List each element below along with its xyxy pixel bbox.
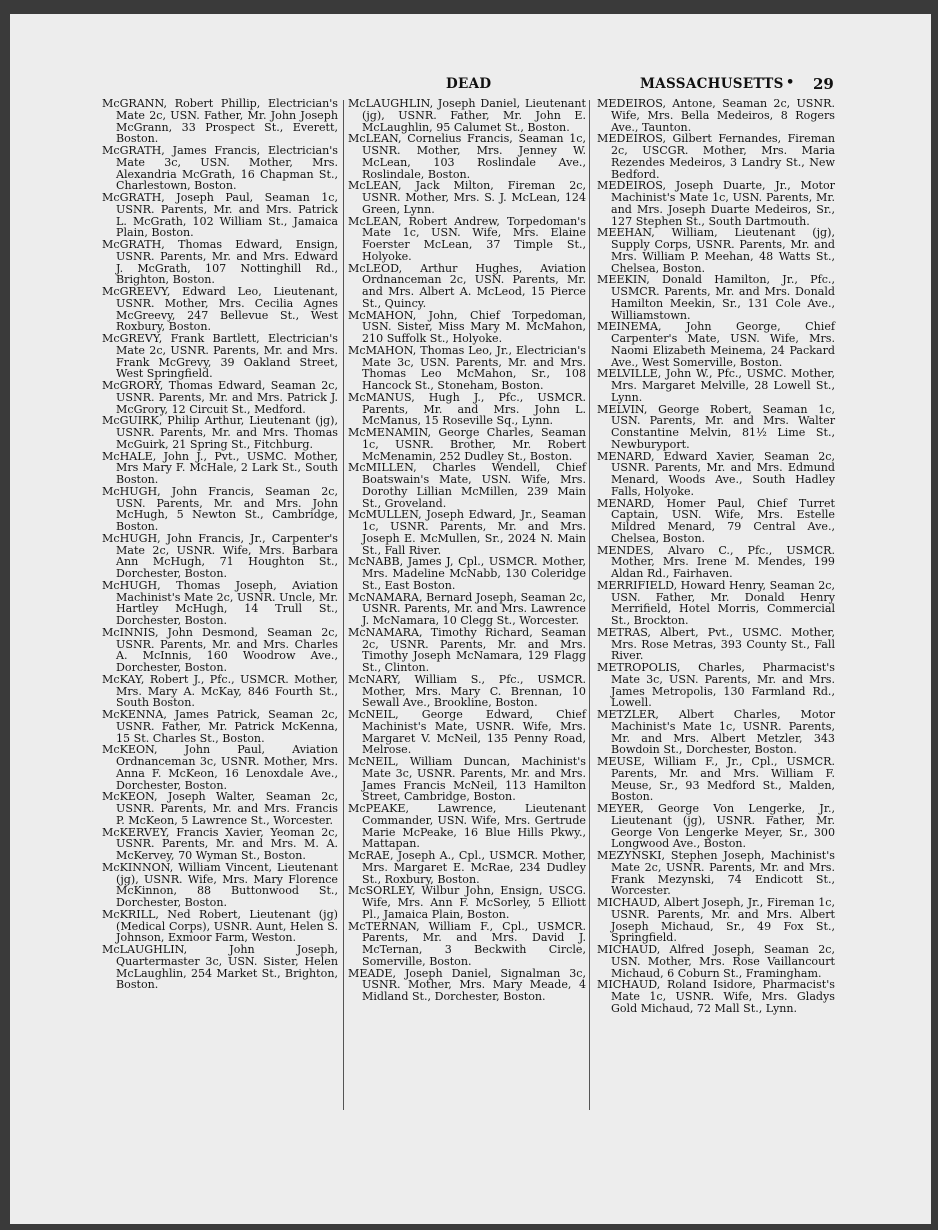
casualty-entry: McGREEVY, Edward Leo, Lieutenant, USNR. Mother, Mrs. Cecilia Agnes McGreevy, 247 Bellevue St., West Roxbury, Boston. xyxy=(102,285,338,334)
casualty-entry: McMANUS, Hugh J., Pfc., USMCR. Parents, Mr. and Mrs. John L. McManus, 15 Roseville Sq., Lynn. xyxy=(348,390,586,428)
casualty-entry: MEADE, Joseph Daniel, Signalman 3c, USNR. Mother, Mrs. Mary Meade, 4 Midland St., Dorchester, Boston. xyxy=(348,966,586,1003)
casualty-entry: McMAHON, Thomas Leo, Jr., Electrician's Mate 3c, USN. Parents, Mr. and Mrs. Thomas Leo McMahon, Sr., 108 Hancock St., Stoneham, Boston. xyxy=(348,343,586,392)
casualty-entry: McKRILL, Ned Robert, Lieutenant (jg) (Medical Corps), USNR. Aunt, Helen S. Johnson, Exmoor Farm, Weston. xyxy=(102,907,338,945)
column-divider xyxy=(589,100,590,1110)
casualty-entry: McINNIS, John Desmond, Seaman 2c, USNR. Parents, Mr. and Mrs. Charles A. McInnis, 160 Woodrow Ave., Dorchester, Boston. xyxy=(102,625,338,674)
casualty-entry: McKEON, John Paul, Aviation Ordnanceman 3c, USNR. Mother, Mrs. Anna F. McKeon, 16 Lenoxdale Ave., Dorchester, Boston. xyxy=(102,743,338,792)
casualty-entry: MEZYNSKI, Stephen Joseph, Machinist's Mate 2c, USNR. Parents, Mr. and Mrs. Frank Mezynski, 74 Endicott St., Worcester. xyxy=(597,849,835,898)
casualty-entry: MEUSE, William F., Jr., Cpl., USMCR. Parents, Mr. and Mrs. William F. Meuse, Sr., 93 Medford St., Malden, Boston. xyxy=(597,755,835,804)
casualty-entry: McKENNA, James Patrick, Seaman 2c, USNR. Father, Mr. Patrick McKenna, 15 St. Charles St., Boston. xyxy=(102,708,338,745)
casualty-entry: McNAMARA, Bernard Joseph, Seaman 2c, USNR. Parents, Mr. and Mrs. Lawrence J. McNamara, 10 Clegg St., Worcester. xyxy=(348,590,586,627)
casualty-entry: McMAHON, John, Chief Torpedoman, USN. Sister, Miss Mary M. McMahon, 210 Suffolk St., Holyoke. xyxy=(348,308,586,345)
casualty-entry: McNARY, William S., Pfc., USMCR. Mother, Mrs. Mary C. Brennan, 10 Sewall Ave., Brookline, Boston. xyxy=(348,672,586,710)
casualty-entry: MENARD, Homer Paul, Chief Turret Captain, USN. Wife, Mrs. Estelle Mildred Menard, 79 Central Ave., Chelsea, Boston. xyxy=(597,496,835,545)
casualty-entry: MEINEMA, John George, Chief Carpenter's Mate, USN. Wife, Mrs. Naomi Elizabeth Meinema, 24 Packard Ave., West Somerville, Boston. xyxy=(597,320,835,369)
casualty-entry: McLEAN, Jack Milton, Fireman 2c, USNR. Mother, Mrs. S. J. McLean, 124 Green, Lynn. xyxy=(348,179,586,216)
casualty-entry: McNAMARA, Timothy Richard, Seaman 2c, USNR. Parents, Mr. and Mrs. Timothy Joseph McNamara, 129 Flagg St., Clinton. xyxy=(348,625,586,674)
casualty-entry: McGREVY, Frank Bartlett, Electrician's Mate 2c, USNR. Parents, Mr. and Mrs. Frank McGrevy, 39 Oakland Street, West Springfield. xyxy=(102,332,338,381)
casualty-entry: MEDEIROS, Gilbert Fernandes, Fireman 2c, USCGR. Mother, Mrs. Maria Rezendes Medeiros, 3 Landry St., New Bedford. xyxy=(597,132,835,181)
casualty-entry: METRAS, Albert, Pvt., USMC. Mother, Mrs. Rose Metras, 393 County St., Fall River. xyxy=(597,625,835,663)
casualty-entry: McLEOD, Arthur Hughes, Aviation Ordnanceman 2c, USN. Parents, Mr. and Mrs. Albert A. McLeod, 15 Pierce St., Quincy. xyxy=(348,261,586,310)
casualty-entry: McHALE, John J., Pvt., USMC. Mother, Mrs Mary F. McHale, 2 Lark St., South Boston. xyxy=(102,449,338,486)
column-2 xyxy=(348,98,586,1003)
casualty-entry: METZLER, Albert Charles, Motor Machinist's Mate 1c, USNR. Parents, Mr. and Mrs. Albert Metzler, 343 Bowdoin St., Dorchester, Boston. xyxy=(597,708,835,757)
casualty-entry: McLAUGHLIN, John Joseph, Quartermaster 3c, USN. Sister, Helen McLaughlin, 254 Market St., Brighton, Boston. xyxy=(102,943,338,992)
casualty-entry: McGRATH, Thomas Edward, Ensign, USNR. Parents, Mr. and Mrs. Edward J. McGrath, 107 Nottinghill Rd., Brighton, Boston. xyxy=(102,238,338,287)
casualty-entry: McKAY, Robert J., Pfc., USMCR. Mother, Mrs. Mary A. McKay, 846 Fourth St., South Boston. xyxy=(102,672,338,710)
casualty-entry: MICHAUD, Albert Joseph, Jr., Fireman 1c, USNR. Parents, Mr. and Mrs. Albert Joseph Michaud, Sr., 49 Fox St., Springfield. xyxy=(597,896,835,945)
casualty-entry: McGUIRK, Philip Arthur, Lieutenant (jg), USNR. Parents, Mr. and Mrs. Thomas McGuirk, 21 Spring St., Fitchburg. xyxy=(102,414,338,451)
casualty-entry: MEDEIROS, Joseph Duarte, Jr., Motor Machinist's Mate 1c, USN. Parents, Mr. and Mrs. Joseph Duarte Medeiros, Sr., 127 Stephen St., South Dartmouth. xyxy=(597,179,835,228)
casualty-entry: McTERNAN, William F., Cpl., USMCR. Parents, Mr. and Mrs. David J. McTernan, 3 Beckwith Circle, Somerville, Boston. xyxy=(348,919,586,968)
casualty-entry: MERRIFIELD, Howard Henry, Seaman 2c, USN. Father, Mr. Donald Henry Merrifield, Hotel Morris, Commercial St., Brockton. xyxy=(597,578,835,627)
column-1 xyxy=(102,98,338,991)
casualty-entry: McGRORY, Thomas Edward, Seaman 2c, USNR. Parents, Mr. and Mrs. Patrick J. McGrory, 12 Circuit St., Medford. xyxy=(102,379,338,416)
casualty-entry: McMULLEN, Joseph Edward, Jr., Seaman 1c, USNR. Parents, Mr. and Mrs. Joseph E. McMullen, Sr., 2024 N. Main St., Fall River. xyxy=(348,508,586,557)
casualty-entry: McKEON, Joseph Walter, Seaman 2c, USNR. Parents, Mr. and Mrs. Francis P. McKeon, 5 Lawrence St., Worcester. xyxy=(102,790,338,827)
header-title: DEAD xyxy=(446,76,492,92)
casualty-entry: McHUGH, Thomas Joseph, Aviation Machinist's Mate 2c, USNR. Uncle, Mr. Hartley McHugh, 14 Trull St., Dorchester, Boston. xyxy=(102,578,338,627)
casualty-entry: MEEHAN, William, Lieutenant (jg), Supply Corps, USNR. Parents, Mr. and Mrs. William P. Meehan, 48 Watts St., Chelsea, Boston. xyxy=(597,226,835,275)
casualty-entry: McHUGH, John Francis, Seaman 2c, USN. Parents, Mr. and Mrs. John McHugh, 5 Newton St., Cambridge, Boston. xyxy=(102,484,338,533)
casualty-entry: McNEIL, William Duncan, Machinist's Mate 3c, USNR. Parents, Mr. and Mrs. James Francis McNeil, 113 Hamilton Street, Cambridge, Boston. xyxy=(348,755,586,804)
casualty-entry: McGRATH, Joseph Paul, Seaman 1c, USNR. Parents, Mr. and Mrs. Patrick L. McGrath, 102 William St., Jamaica Plain, Boston. xyxy=(102,191,338,240)
casualty-entry: MEYER, George Von Lengerke, Jr., Lieutenant (jg), USNR. Father, Mr. George Von Lengerke Meyer, Sr., 300 Longwood Ave., Boston. xyxy=(597,802,835,851)
casualty-entry: MENARD, Edward Xavier, Seaman 2c, USNR. Parents, Mr. and Mrs. Edmund Menard, Woods Ave., South Hadley Falls, Holyoke. xyxy=(597,449,835,498)
casualty-entry: McLEAN, Robert Andrew, Torpedoman's Mate 1c, USN. Wife, Mrs. Elaine Foerster McLean, 37 Timple St., Holyoke. xyxy=(348,214,586,263)
casualty-entry: MEDEIROS, Antone, Seaman 2c, USNR. Wife, Mrs. Bella Medeiros, 8 Rogers Ave., Taunton. xyxy=(597,97,835,134)
casualty-entry: McKINNON, William Vincent, Lieutenant (jg), USNR. Wife, Mrs. Mary Florence McKinnon, 88 Buttonwood St., Dorchester, Boston. xyxy=(102,860,338,909)
page-header xyxy=(10,76,931,98)
casualty-entry: McGRANN, Robert Phillip, Electrician's Mate 2c, USN. Father, Mr. John Joseph McGrann, 33 Prospect St., Everett, Boston. xyxy=(102,97,338,146)
casualty-entry: McLEAN, Cornelius Francis, Seaman 1c, USNR. Mother, Mrs. Jenney W. McLean, 103 Roslindale Ave., Roslindale, Boston. xyxy=(348,132,586,181)
casualty-entry: McGRATH, James Francis, Electrician's Mate 3c, USN. Mother, Mrs. Alexandria McGrath, 16 Chapman St., Charlestown, Boston. xyxy=(102,144,338,193)
document-page xyxy=(10,14,931,1224)
casualty-entry: McNEIL, George Edward, Chief Machinist's Mate, USNR. Wife, Mrs. Margaret V. McNeil, 135 Penny Road, Melrose. xyxy=(348,708,586,757)
column-3 xyxy=(597,98,835,1015)
casualty-entry: McKERVEY, Francis Xavier, Yeoman 2c, USNR. Parents, Mr. and Mrs. M. A. McKervey, 70 Wyman St., Boston. xyxy=(102,825,338,862)
column-divider xyxy=(343,100,344,1110)
casualty-entry: MEEKIN, Donald Hamilton, Jr., Pfc., USMCR. Parents, Mr. and Mrs. Donald Hamilton Meekin, Sr., 131 Cole Ave., Williamstown. xyxy=(597,273,835,322)
casualty-entry: METROPOLIS, Charles, Pharmacist's Mate 3c, USN. Parents, Mr. and Mrs. James Metropolis, 130 Farmland Rd., Lowell. xyxy=(597,661,835,710)
casualty-entry: MENDES, Alvaro C., Pfc., USMCR. Mother, Mrs. Irene M. Mendes, 199 Aldan Rd., Fairhaven. xyxy=(597,543,835,580)
casualty-entry: MICHAUD, Alfred Joseph, Seaman 2c, USN. Mother, Mrs. Rose Vaillancourt Michaud, 6 Coburn St., Framingham. xyxy=(597,943,835,980)
casualty-entry: MELVILLE, John W., Pfc., USMC. Mother, Mrs. Margaret Melville, 28 Lowell St., Lynn. xyxy=(597,367,835,404)
header-state: MASSACHUSETTS xyxy=(640,76,784,92)
header-bullet: • xyxy=(786,75,795,90)
casualty-entry: McRAE, Joseph A., Cpl., USMCR. Mother, Mrs. Margaret E. McRae, 234 Dudley St., Roxbury, Boston. xyxy=(348,849,586,886)
casualty-entry: MICHAUD, Roland Isidore, Pharmacist's Mate 1c, USNR. Wife, Mrs. Gladys Gold Michaud, 72 Mall St., Lynn. xyxy=(597,978,835,1015)
casualty-entry: McNABB, James J, Cpl., USMCR. Mother, Mrs. Madeline McNabb, 130 Coleridge St., East Boston. xyxy=(348,555,586,592)
page-number: 29 xyxy=(813,75,834,93)
casualty-entry: McLAUGHLIN, Joseph Daniel, Lieutenant (jg), USNR. Father, Mr. John E. McLaughlin, 95 Calumet St., Boston. xyxy=(348,97,586,134)
casualty-entry: McHUGH, John Francis, Jr., Carpenter's Mate 2c, USNR. Wife, Mrs. Barbara Ann McHugh, 71 Houghton St., Dorchester, Boston. xyxy=(102,531,338,580)
casualty-entry: McSORLEY, Wilbur John, Ensign, USCG. Wife, Mrs. Ann F. McSorley, 5 Elliott Pl., Jamaica Plain, Boston. xyxy=(348,884,586,921)
casualty-entry: McPEAKE, Lawrence, Lieutenant Commander, USN. Wife, Mrs. Gertrude Marie McPeake, 16 Blue Hills Pkwy., Mattapan. xyxy=(348,802,586,851)
casualty-entry: McMILLEN, Charles Wendell, Chief Boatswain's Mate, USN. Wife, Mrs. Dorothy Lillian McMillen, 239 Main St., Groveland. xyxy=(348,461,586,510)
casualty-entry: McMENAMIN, George Charles, Seaman 1c, USNR. Brother, Mr. Robert McMenamin, 252 Dudley St., Boston. xyxy=(348,426,586,463)
casualty-entry: MELVIN, George Robert, Seaman 1c, USN. Parents, Mr. and Mrs. Walter Constantine Melvin, 81½ Lime St., Newburyport. xyxy=(597,402,835,451)
